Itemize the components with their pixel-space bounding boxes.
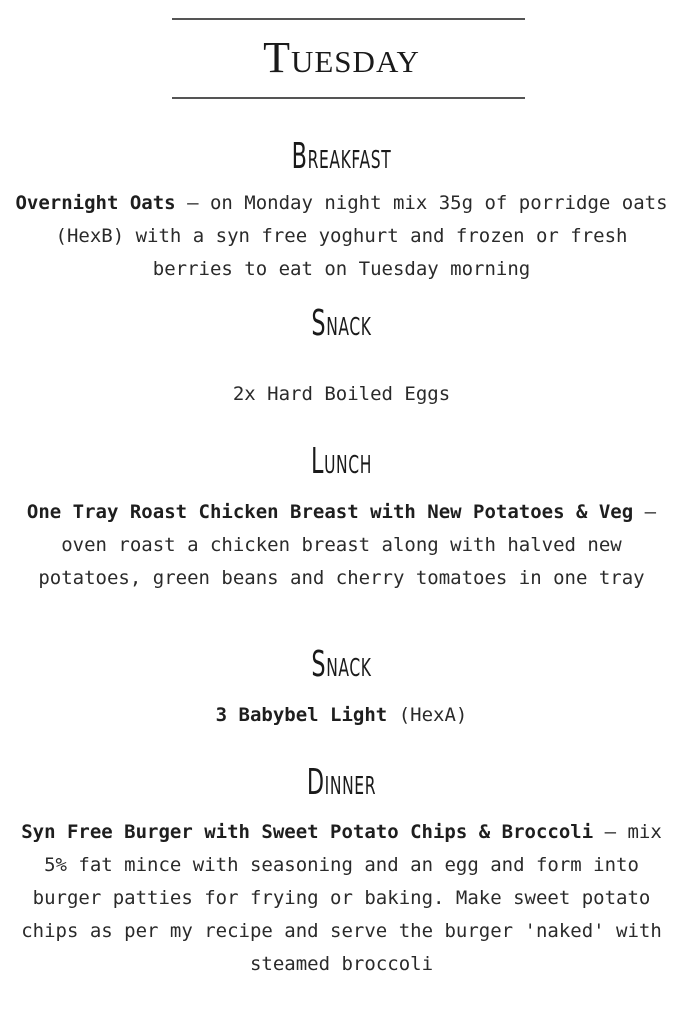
snack-heading-2: Snack xyxy=(311,644,372,685)
dinner-heading: Dinner xyxy=(306,762,377,803)
lunch-text xyxy=(14,496,669,595)
snack-text-2 xyxy=(14,699,669,732)
breakfast-separator: – xyxy=(175,192,210,214)
lunch-separator: – xyxy=(633,501,657,523)
dinner-separator: – xyxy=(593,821,628,843)
snack-description-1: 2x Hard Boiled Eggs xyxy=(232,383,451,405)
breakfast-item: Overnight Oats xyxy=(15,192,176,214)
snack-heading-1: Snack xyxy=(311,303,372,344)
lunch-description: oven roast a chicken breast along with halved new potatoes, green beans and cherry tomatoes in one tray xyxy=(38,534,645,589)
snack-description-2: (HexA) xyxy=(387,704,468,726)
lunch-heading: Lunch xyxy=(311,441,372,482)
dinner-item: Syn Free Burger with Sweet Potato Chips & Broccoli xyxy=(21,821,594,843)
dinner-description: mix 5% fat mince with seasoning and an egg and form into burger patties for frying or baking. Make sweet potato chips as per my recipe and serve the burger 'naked' with steamed broccoli xyxy=(21,821,662,975)
lunch-item: One Tray Roast Chicken Breast with New Potatoes & Veg xyxy=(26,501,634,523)
dinner-text xyxy=(14,816,669,981)
top-divider xyxy=(172,18,525,20)
breakfast-text xyxy=(14,187,669,286)
breakfast-description: on Monday night mix 35g of porridge oats (HexB) with a syn free yoghurt and frozen or fresh berries to eat on Tuesday morning xyxy=(55,192,668,280)
bottom-divider xyxy=(172,97,525,99)
snack-text-1 xyxy=(14,378,669,411)
snack-item-2: 3 Babybel Light xyxy=(215,704,388,726)
breakfast-heading: Breakfast xyxy=(291,136,392,177)
day-title: Tuesday xyxy=(263,33,420,82)
